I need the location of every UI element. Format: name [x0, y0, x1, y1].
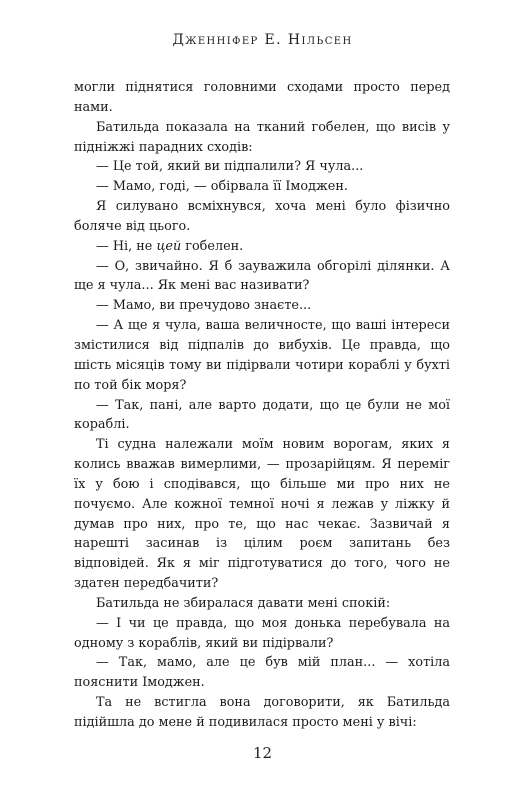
paragraph	[74, 157, 450, 177]
paragraph-text: — О, звичайно. Я б зауважила обгорілі ділянки. А ще я чула... Як мені вас називати?	[74, 258, 450, 294]
paragraph-text: — Так, пані, але варто додати, що це були не мої кораблі.	[74, 397, 450, 433]
paragraph	[74, 78, 450, 118]
running-header: Дженніфер Е. Нільсен	[172, 32, 353, 48]
paragraph-text: Батильда показала на тканий гобелен, що висів у підніжжі парадних сходів:	[74, 119, 450, 155]
paragraph-text: — Мамо, ви пречудово знаєте...	[96, 298, 312, 314]
paragraph	[74, 693, 450, 733]
paragraph-text: Ті судна належали моїм новим ворогам, яких я колись вважав вимерлими, — прозарійцям. Я переміг їх у бою і сподівався, що більше ми про них не почуємо. Але кожної темної ночі я лежав у ліжку й думав про них, про те, що нас чекає. Зазвичай я нарешті засинав із цілим роєм запитань без відповідей. Як я міг підготуватися до того, чого не здатен передбачити?	[74, 437, 450, 592]
paragraph-text: Та не встигла вона договорити, як Батильда підійшла до мене й подивилася просто мені у вічі:	[74, 695, 450, 730]
paragraph	[74, 177, 450, 197]
paragraph-text: — І чи це правда, що моя донька перебувала на одному з кораблів, який ви підірвали?	[74, 615, 450, 651]
paragraph	[74, 435, 450, 594]
paragraph-text: — Так, мамо, але це був мій план... — хотіла пояснити Імоджен.	[74, 655, 450, 691]
paragraph-text: могли піднятися головними сходами просто перед нами.	[74, 80, 450, 115]
paragraph	[74, 118, 450, 158]
paragraph-text: — Це той, який ви підпалили? Я чула...	[96, 159, 364, 175]
paragraph	[74, 614, 450, 654]
paragraph	[74, 197, 450, 237]
paragraph	[74, 396, 450, 436]
paragraph	[74, 257, 450, 297]
paragraph-text: — Мамо, годі, — обірвала її Імоджен.	[96, 179, 348, 195]
paragraph	[74, 237, 450, 257]
paragraph-text: — Ні, не	[96, 238, 157, 254]
paragraph	[74, 316, 450, 395]
paragraph	[74, 653, 450, 693]
paragraph	[74, 594, 450, 614]
paragraph-text: Я силувано всміхнувся, хоча мені було фізично боляче від цього.	[74, 199, 450, 234]
page-number: 12	[252, 744, 273, 762]
emphasis-text: цей	[156, 238, 182, 254]
paragraph-text: гобелен.	[181, 238, 244, 254]
paragraph-text: Батильда не збиралася давати мені спокій:	[96, 595, 391, 611]
paragraph	[74, 296, 450, 316]
paragraph-text: — А ще я чула, ваша величносте, що ваші інтереси змістилися від підпалів до вибухів. Це правда, що шість місяців тому ви підірвали чотири кораблі у бухті по той бік моря?	[74, 318, 450, 393]
body-text	[74, 78, 450, 733]
